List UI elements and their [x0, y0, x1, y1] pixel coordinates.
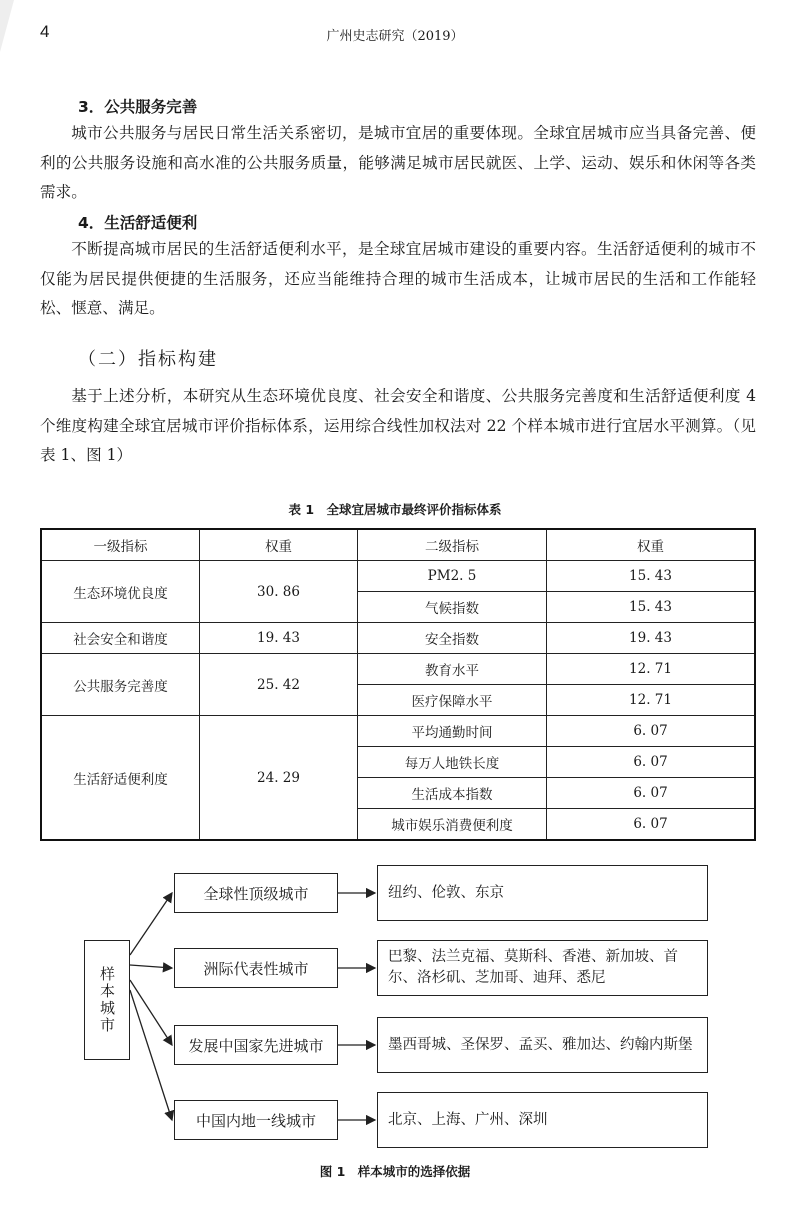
- section-3-paragraph: 城市公共服务与居民日常生活关系密切，是城市宜居的重要体现。全球宜居城市应当具备完善、便利的公共服务设施和高水准的公共服务质量，能够满足城市居民就医、上学、运动、娱乐和休闲等各类需求。: [40, 124, 756, 201]
- level2-weight: 6. 07: [547, 716, 756, 747]
- cities-label: 纽约、伦敦、东京: [388, 884, 504, 901]
- subsection-heading: （二）指标构建: [78, 349, 218, 370]
- table-header-row: [41, 529, 755, 561]
- level2-weight: 6. 07: [547, 747, 756, 778]
- category-node: [174, 948, 338, 988]
- level2-name: 每万人地铁长度: [358, 747, 547, 778]
- section-4-heading: 4．生活舒适便利: [78, 214, 198, 232]
- level2-weight: 6. 07: [547, 809, 756, 841]
- figure-caption: 图 1 样本城市的选择依据: [319, 1164, 471, 1179]
- section-4-paragraph: 不断提高城市居民的生活舒适便利水平，是全球宜居城市建设的重要内容。生活舒适便利的城市不仅能为居民提供便捷的生活服务，还应当能维持合理的城市生活成本，让城市居民的生活和工作能轻松、惬意、满足。: [40, 240, 756, 317]
- level1-name: 社会安全和谐度: [41, 623, 200, 654]
- category-label: 发展中国家先进城市: [188, 1036, 324, 1055]
- level2-name: PM2. 5: [358, 561, 547, 592]
- category-label: 洲际代表性城市: [203, 959, 309, 978]
- level2-name: 生活成本指数: [358, 778, 547, 809]
- section-3-heading: 3．公共服务完善: [78, 98, 198, 116]
- level1-weight: 19. 43: [200, 623, 358, 654]
- arrow-to-continental: [130, 965, 172, 968]
- level1-name: 生态环境优良度: [41, 561, 200, 623]
- level2-weight: 19. 43: [547, 623, 756, 654]
- level1-weight: 25. 42: [200, 654, 358, 716]
- arrow-to-global: [130, 893, 172, 955]
- table-row: [41, 623, 755, 654]
- table-caption: 表 1 全球宜居城市最终评价指标体系: [288, 502, 502, 517]
- subsection-paragraph: 基于上述分析，本研究从生态环境优良度、社会安全和谐度、公共服务完善度和生活舒适便利度 4 个维度构建全球宜居城市评价指标体系，运用综合线性加权法对 22 个样本城市进行宜居水平测算。（见表 1、图 1）: [40, 387, 756, 464]
- level1-weight: 24. 29: [200, 716, 358, 841]
- level2-weight: 15. 43: [547, 561, 756, 592]
- arrow-to-developing: [130, 980, 172, 1045]
- level2-name: 城市娱乐消费便利度: [358, 809, 547, 841]
- level2-name: 教育水平: [358, 654, 547, 685]
- level2-name: 医疗保障水平: [358, 685, 547, 716]
- level1-name: 生活舒适便利度: [41, 716, 200, 841]
- cities-node: [377, 1017, 708, 1073]
- indicator-table: [40, 528, 756, 841]
- level2-name: 平均通勤时间: [358, 716, 547, 747]
- cities-node: [377, 1092, 708, 1148]
- running-title: 广州史志研究（2019）: [326, 29, 464, 44]
- root-node: [84, 940, 130, 1060]
- cities-label: 巴黎、法兰克福、莫斯科、香港、新加坡、首尔、洛杉矶、芝加哥、迪拜、悉尼: [388, 949, 678, 986]
- page-number: 4: [40, 22, 50, 41]
- cities-node: [377, 865, 708, 921]
- header-weight2: 权重: [547, 529, 756, 561]
- cities-label: 墨西哥城、圣保罗、孟买、雅加达、约翰内斯堡: [388, 1036, 693, 1053]
- header-weight1: 权重: [200, 529, 358, 561]
- level1-weight: 30. 86: [200, 561, 358, 623]
- root-label: 样本城市: [98, 966, 116, 1034]
- table-row: [41, 716, 755, 747]
- level2-weight: 12. 71: [547, 685, 756, 716]
- level2-weight: 6. 07: [547, 778, 756, 809]
- category-node: [174, 1100, 338, 1140]
- category-node: [174, 873, 338, 913]
- cities-label: 北京、上海、广州、深圳: [388, 1111, 548, 1128]
- level1-name: 公共服务完善度: [41, 654, 200, 716]
- header-level2: 二级指标: [358, 529, 547, 561]
- cities-node: [377, 940, 708, 996]
- level2-name: 气候指数: [358, 592, 547, 623]
- category-label: 全球性顶级城市: [203, 884, 309, 903]
- table-row: [41, 561, 755, 592]
- header-level1: 一级指标: [41, 529, 200, 561]
- table-row: [41, 654, 755, 685]
- level2-name: 安全指数: [358, 623, 547, 654]
- arrow-to-china: [130, 990, 172, 1120]
- level2-weight: 12. 71: [547, 654, 756, 685]
- category-label: 中国内地一线城市: [195, 1111, 316, 1130]
- level2-weight: 15. 43: [547, 592, 756, 623]
- category-node: [174, 1025, 338, 1065]
